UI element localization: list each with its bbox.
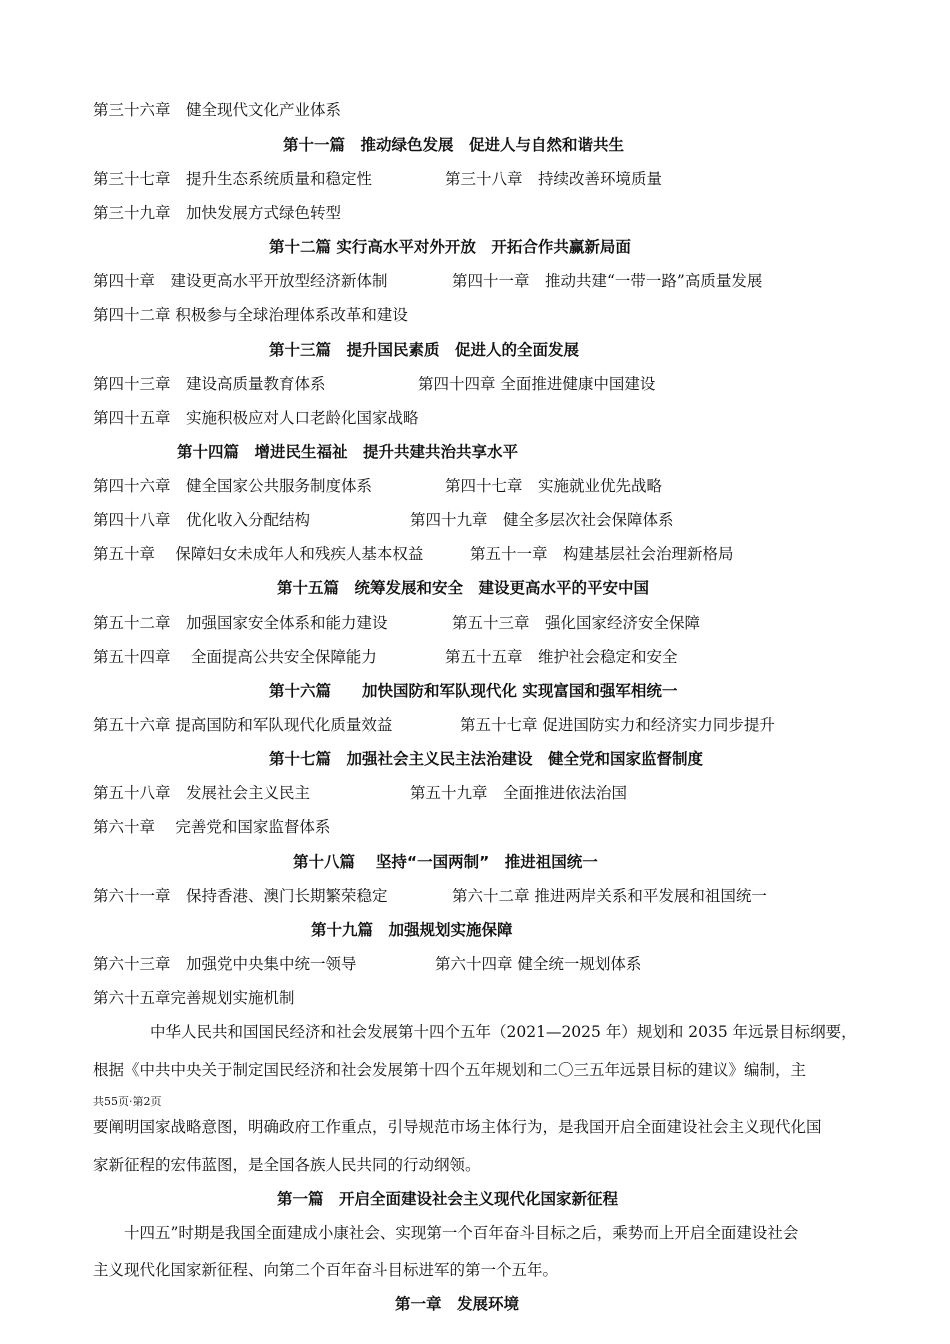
toc-chapter-49: 第四十九章 健全多层次社会保障体系 bbox=[410, 511, 674, 529]
toc-chapter-56: 第五十六章 提高国防和军队现代化质量效益 bbox=[93, 716, 393, 734]
toc-chapter-37: 第三十七章 提升生态系统质量和稳定性 bbox=[93, 170, 373, 188]
toc-chapter-44: 第四十四章 全面推进健康中国建设 bbox=[418, 375, 656, 393]
toc-chapter-63: 第六十三章 加强党中央集中统一领导 bbox=[93, 955, 357, 973]
toc-part-17-heading: 第十七篇 加强社会主义民主法治建设 健全党和国家监督制度 bbox=[269, 750, 704, 768]
toc-chapter-52: 第五十二章 加强国家安全体系和能力建设 bbox=[93, 614, 388, 632]
toc-chapter-38: 第三十八章 持续改善环境质量 bbox=[445, 170, 663, 188]
toc-part-14-heading: 第十四篇 增进民生福祉 提升共建共治共享水平 bbox=[177, 443, 519, 461]
intro-paragraph-line-4: 家新征程的宏伟蓝图，是全国各族人民共同的行动纲领。 bbox=[93, 1156, 481, 1174]
toc-chapter-57: 第五十七章 促进国防实力和经济实力同步提升 bbox=[460, 716, 775, 734]
toc-chapter-55: 第五十五章 维护社会稳定和安全 bbox=[445, 648, 678, 666]
toc-chapter-61: 第六十一章 保持香港、澳门长期繁荣稳定 bbox=[93, 887, 388, 905]
part-1-paragraph-line-1: 十四五”时期是我国全面建成小康社会、实现第一个百年奋斗目标之后，乘势而上开启全面建设社会 bbox=[124, 1224, 799, 1242]
toc-part-16-heading: 第十六篇 加快国防和军队现代化 实现富国和强军相统一 bbox=[269, 682, 678, 700]
toc-chapter-53: 第五十三章 强化国家经济安全保障 bbox=[452, 614, 701, 632]
toc-part-18-heading: 第十八篇 坚持“一国两制” 推进祖国统一 bbox=[293, 853, 598, 871]
toc-chapter-46: 第四十六章 健全国家公共服务制度体系 bbox=[93, 477, 373, 495]
toc-chapter-65: 第六十五章完善规划实施机制 bbox=[93, 989, 295, 1007]
chapter-1-heading: 第一章 发展环境 bbox=[395, 1295, 520, 1313]
part-1-heading: 第一篇 开启全面建设社会主义现代化国家新征程 bbox=[277, 1190, 619, 1208]
toc-chapter-41: 第四十一章 推动共建“一带一路”高质量发展 bbox=[452, 272, 763, 290]
toc-chapter-36: 第三十六章 健全现代文化产业体系 bbox=[93, 101, 342, 119]
intro-paragraph-line-2: 根据《中共中央关于制定国民经济和社会发展第十四个五年规划和二〇三五年远景目标的建议》编制，主 bbox=[93, 1061, 807, 1079]
toc-part-15-heading: 第十五篇 统筹发展和安全 建设更高水平的平安中国 bbox=[277, 579, 650, 597]
part-1-paragraph-line-2: 主义现代化国家新征程、向第二个百年奋斗目标进军的第一个五年。 bbox=[93, 1261, 559, 1279]
toc-chapter-43: 第四十三章 建设高质量教育体系 bbox=[93, 375, 326, 393]
toc-chapter-54: 第五十四章 全面提高公共安全保障能力 bbox=[93, 648, 377, 666]
toc-chapter-42: 第四十二章 积极参与全球治理体系改革和建设 bbox=[93, 306, 408, 324]
page-footer: 共55页·第2页 bbox=[93, 1095, 162, 1108]
toc-part-13-heading: 第十三篇 提升国民素质 促进人的全面发展 bbox=[269, 341, 580, 359]
toc-part-11-heading: 第十一篇 推动绿色发展 促进人与自然和谐共生 bbox=[283, 136, 625, 154]
toc-part-12-heading: 第十二篇 实行高水平对外开放 开拓合作共赢新局面 bbox=[269, 238, 631, 256]
intro-paragraph-line-3: 要阐明国家战略意图，明确政府工作重点，引导规范市场主体行为，是我国开启全面建设社会主义现代化国 bbox=[93, 1118, 822, 1136]
toc-chapter-64: 第六十四章 健全统一规划体系 bbox=[435, 955, 642, 973]
toc-chapter-48: 第四十八章 优化收入分配结构 bbox=[93, 511, 311, 529]
toc-chapter-50: 第五十章 保障妇女未成年人和残疾人基本权益 bbox=[93, 545, 424, 563]
toc-chapter-62: 第六十二章 推进两岸关系和平发展和祖国统一 bbox=[452, 887, 767, 905]
toc-chapter-60: 第六十章 完善党和国家监督体系 bbox=[93, 818, 331, 836]
toc-chapter-47: 第四十七章 实施就业优先战略 bbox=[445, 477, 663, 495]
intro-paragraph-line-1: 中华人民共和国国民经济和社会发展第十四个五年（2021—2025 年）规划和 2035 年远景目标纲要， bbox=[150, 1023, 857, 1041]
toc-chapter-45: 第四十五章 实施积极应对人口老龄化国家战略 bbox=[93, 409, 419, 427]
toc-part-19-heading: 第十九篇 加强规划实施保障 bbox=[311, 921, 513, 939]
toc-chapter-58: 第五十八章 发展社会主义民主 bbox=[93, 784, 311, 802]
toc-chapter-51: 第五十一章 构建基层社会治理新格局 bbox=[470, 545, 734, 563]
toc-chapter-39: 第三十九章 加快发展方式绿色转型 bbox=[93, 204, 342, 222]
toc-chapter-59: 第五十九章 全面推进依法治国 bbox=[410, 784, 628, 802]
toc-chapter-40: 第四十章 建设更高水平开放型经济新体制 bbox=[93, 272, 388, 290]
